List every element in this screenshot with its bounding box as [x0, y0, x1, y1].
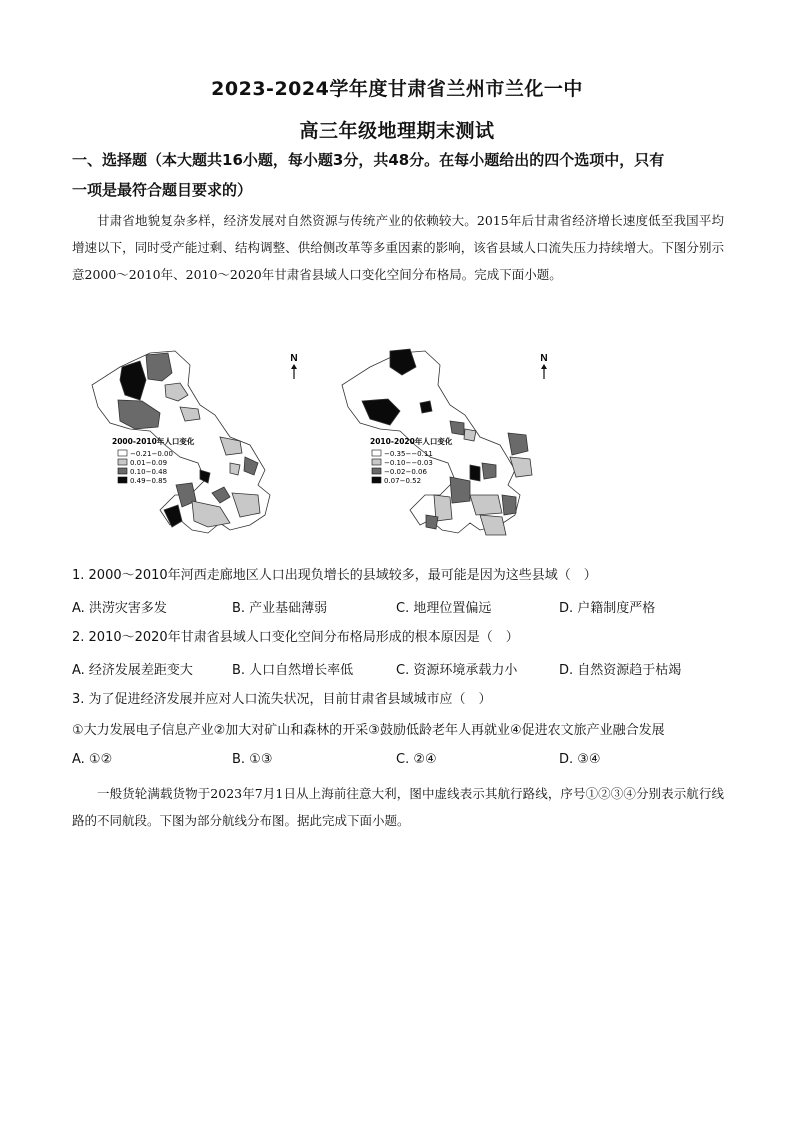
- map2-north-label: N: [540, 353, 548, 364]
- question-1-option-a[interactable]: A. 洪涝灾害多发: [72, 601, 167, 616]
- question-3-statements: ①大力发展电子信息产业②加大对矿山和森林的开采③鼓励低龄老年人再就业④促进农文旅产业融合发展: [72, 723, 665, 738]
- map2-region-c: [420, 401, 432, 413]
- question-3-option-d[interactable]: D. ③④: [559, 752, 601, 767]
- map2-region-n: [426, 515, 438, 529]
- map2-region-d: [450, 421, 464, 435]
- map-2000-2010: [80, 345, 320, 545]
- map1-legend-label-1: 0.01−0.09: [130, 459, 168, 467]
- map1-north-label: N: [290, 353, 298, 364]
- map2-region-i: [482, 463, 496, 479]
- question-3-option-b[interactable]: B. ①③: [232, 752, 273, 767]
- map1-north-arrow-head-icon: [291, 364, 297, 369]
- map2-legend-label-3: 0.07−0.52: [384, 477, 422, 485]
- question-2-option-a[interactable]: A. 经济发展差距变大: [72, 663, 193, 678]
- map1-legend-title: 2000-2010年人口变化: [112, 437, 195, 446]
- map2-legend-swatch-0: [372, 450, 381, 456]
- map2-region-h: [470, 465, 480, 481]
- map2-legend-title: 2010-2020年人口变化: [370, 437, 453, 446]
- map2-legend: [372, 450, 433, 485]
- question-2-option-b[interactable]: B. 人口自然增长率低: [232, 663, 354, 678]
- passage-shipping: 一般货轮满载货物于2023年7月1日从上海前往意大利，图中虚线表示其航行路线，序号①②③④分别表示航行线路的不同航段。下图为部分航线分布图。据此完成下面小题。: [72, 786, 724, 828]
- question-1-options: [72, 597, 732, 617]
- map2-legend-label-0: −0.35−−0.11: [384, 450, 433, 458]
- question-3-option-c[interactable]: C. ②④: [396, 752, 437, 767]
- map2-region-l: [502, 495, 516, 515]
- map2-legend-swatch-2: [372, 468, 381, 474]
- question-2-stem: 2. 2010～2020年甘肃省县域人口变化空间分布格局形成的根本原因是（ ）: [72, 630, 519, 645]
- question-1-option-c[interactable]: C. 地理位置偏远: [396, 601, 492, 616]
- exam-title-line1: 2023-2024学年度甘肃省兰州市兰化一中: [211, 78, 583, 100]
- map2-legend-label-2: −0.02−0.06: [384, 468, 427, 476]
- question-2-option-d[interactable]: D. 自然资源趋于枯竭: [559, 663, 682, 678]
- question-1-option-d[interactable]: D. 户籍制度严格: [559, 601, 656, 616]
- map1-legend-label-0: −0.21−0.00: [130, 450, 173, 458]
- map2-region-e: [464, 429, 476, 441]
- map-2010-2020: [330, 345, 570, 545]
- map2-north-arrow-head-icon: [541, 364, 547, 369]
- section-heading-line1: 一、选择题（本大题共16小题，每小题3分，共48分。在每小题给出的四个选项中，只有: [72, 151, 665, 169]
- section-heading: [72, 145, 732, 205]
- map1-legend-swatch-3: [118, 477, 127, 483]
- map1-legend: [118, 450, 173, 485]
- map1-legend-swatch-2: [118, 468, 127, 474]
- map2-legend-label-1: −0.10−−0.03: [384, 459, 433, 467]
- question-3-stem: 3. 为了促进经济发展并应对人口流失状况，目前甘肃省县域城市应（ ）: [72, 692, 492, 707]
- map1-legend-label-2: 0.10−0.48: [130, 468, 168, 476]
- map2-region-j: [450, 477, 470, 503]
- map2-region-o: [480, 515, 506, 535]
- map1-region-n: [230, 463, 240, 475]
- map2-region-f: [508, 433, 528, 455]
- map2-legend-swatch-1: [372, 459, 381, 465]
- question-3-option-a[interactable]: A. ①②: [72, 752, 113, 767]
- question-1-stem: 1. 2000～2010年河西走廊地区人口出现负增长的县域较多，最可能是因为这些县域（ ）: [72, 568, 597, 583]
- map2-region-k: [470, 495, 502, 515]
- question-2-options: [72, 659, 732, 679]
- question-2-option-c[interactable]: C. 资源环境承载力小: [396, 663, 518, 678]
- map1-legend-swatch-1: [118, 459, 127, 465]
- question-1-option-b[interactable]: B. 产业基础薄弱: [232, 601, 328, 616]
- section-heading-line2: 一项是最符合题目要求的）: [72, 181, 253, 199]
- passage-gansu: 甘肃省地貌复杂多样，经济发展对自然资源与传统产业的依赖较大。2015年后甘肃省经济增长速度低至我国平均增速以下，同时受产能过剩、结构调整、供给侧改革等多重因素的影响，该省县域人口流失压力持续增大。下图分别示意2000～2010年、2010～2020年甘肃省县域人口变化空间分布格局。完成下面小题。: [72, 213, 724, 282]
- map2-legend-swatch-3: [372, 477, 381, 483]
- question-3-options: [72, 752, 732, 772]
- map1-legend-swatch-0: [118, 450, 127, 456]
- map1-legend-label-3: 0.49−0.85: [130, 477, 168, 485]
- exam-title-line2: 高三年级地理期末测试: [299, 120, 495, 142]
